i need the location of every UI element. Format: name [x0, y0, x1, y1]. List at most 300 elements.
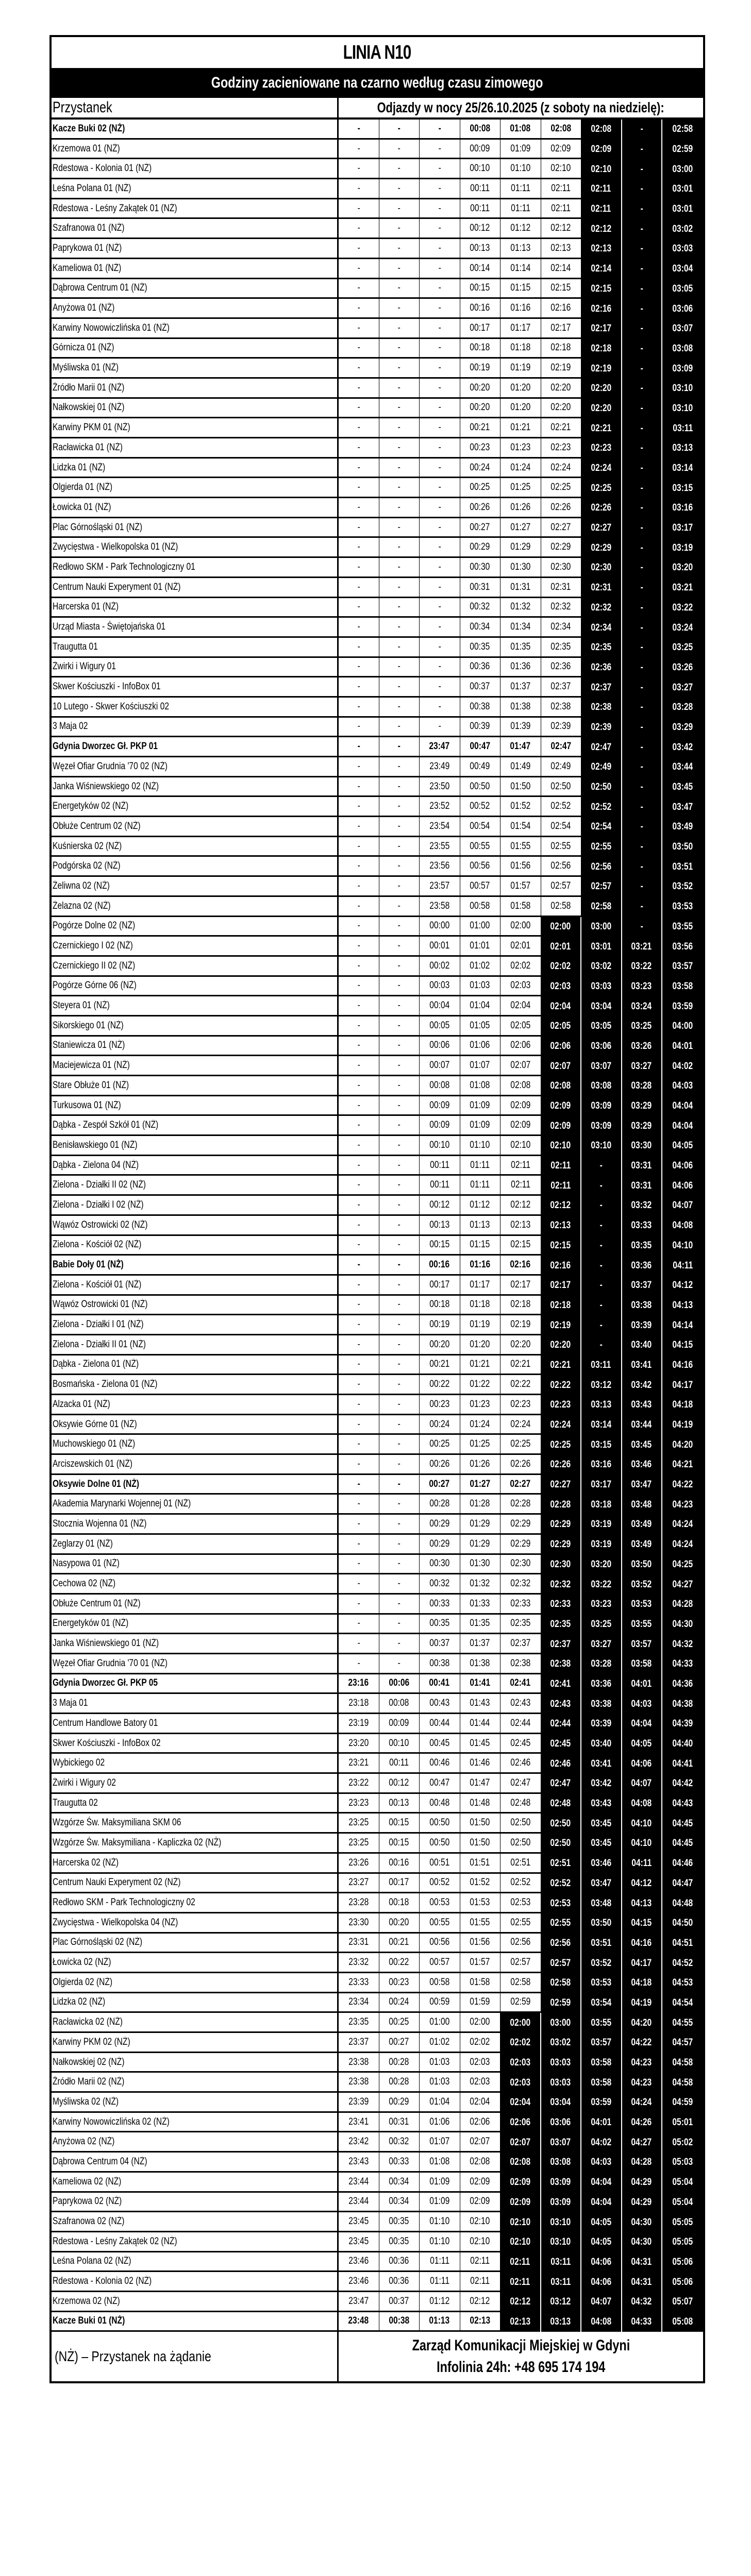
departure-time-cell [662, 1694, 703, 1714]
departure-time-cell [339, 1116, 379, 1134]
departure-time: - [357, 123, 360, 134]
departure-time-cell [622, 598, 663, 618]
departure-time-cell [379, 1794, 420, 1812]
departure-time-cell [541, 159, 582, 178]
departure-time: 02:16 [550, 302, 571, 314]
departure-time: 03:49 [631, 1539, 652, 1550]
departure-time-cell [460, 179, 501, 198]
departure-time: - [357, 1120, 360, 1131]
departure-time: 00:43 [429, 1698, 450, 1709]
stop-name-text: Maciejewicza 01 (NŻ) [53, 1060, 130, 1071]
departure-time: - [640, 283, 643, 294]
departure-time-cell [420, 698, 460, 716]
departure-time: 01:33 [470, 1598, 490, 1609]
departure-time-cell [662, 1236, 703, 1256]
departure-time: 04:40 [672, 1738, 693, 1750]
timetable-row [52, 1455, 703, 1475]
departure-time-cell [379, 877, 420, 895]
departure-time-cell [420, 1515, 460, 1533]
departure-time-cell [460, 1116, 501, 1134]
departure-time: 02:04 [470, 2096, 490, 2107]
stop-name-text: Źródło Marii 02 (NŻ) [53, 2076, 125, 2088]
departure-time: 02:49 [591, 761, 612, 773]
departure-time-cell [339, 2193, 379, 2211]
departure-time: 00:20 [429, 1338, 450, 1350]
departure-time-cell [581, 1654, 622, 1674]
departure-time: 02:09 [470, 2196, 490, 2207]
departure-time: 00:09 [429, 1099, 450, 1111]
departure-time: 23:30 [348, 1917, 369, 1928]
departure-time-cell [541, 1016, 582, 1037]
departure-time-cell [622, 179, 663, 199]
departure-time-cell [541, 199, 582, 218]
departure-time-cell [460, 1595, 501, 1613]
departure-time-cell [581, 1953, 622, 1973]
departure-time: 02:08 [510, 2157, 531, 2168]
departure-time: 00:17 [389, 1877, 409, 1888]
departure-time-cell [460, 2113, 501, 2131]
departure-time-cell [500, 1794, 541, 1812]
timetable-row [52, 140, 703, 160]
stop-name [52, 1176, 339, 1194]
departure-time: 02:11 [591, 204, 611, 215]
departure-time-cell [500, 1973, 541, 1992]
departure-time: 02:23 [591, 443, 612, 454]
departure-time: - [357, 920, 360, 931]
departure-time-cell [622, 1495, 663, 1515]
departure-time: 02:03 [510, 980, 531, 991]
departure-time: 02:44 [550, 1718, 571, 1730]
timetable-row [52, 638, 703, 658]
departure-time: 01:38 [470, 1657, 490, 1669]
timetable-row [52, 1495, 703, 1515]
departure-time: 04:45 [672, 1838, 693, 1849]
departure-time-cell [339, 1415, 379, 1434]
departure-time-cell [420, 1615, 460, 1633]
departure-time: 00:20 [470, 402, 490, 413]
timetable-row [52, 1056, 703, 1076]
departure-time: 01:45 [470, 1737, 490, 1749]
stop-name-text: Harcerska 02 (NŻ) [53, 1857, 119, 1868]
timetable-row [52, 1934, 703, 1954]
departure-time: 01:35 [510, 641, 531, 652]
departure-time: 02:22 [510, 1379, 531, 1390]
stop-name-text: Łowicka 01 (NŻ) [53, 501, 111, 513]
departure-time-cell [622, 957, 663, 977]
departure-time-cell [339, 618, 379, 636]
stop-name-text: Żelazna 02 (NŻ) [53, 900, 111, 911]
departure-time-cell [662, 1196, 703, 1216]
departure-time-cell [500, 658, 541, 676]
departure-time-cell [581, 1276, 622, 1296]
departure-time: 03:55 [672, 921, 693, 932]
departure-time: 03:19 [672, 542, 693, 553]
departure-time: 00:24 [389, 1996, 409, 2008]
departure-time-cell [541, 379, 582, 397]
departure-time: 01:20 [510, 402, 531, 413]
departure-time: 05:02 [672, 2137, 693, 2148]
departure-time-cell [460, 837, 501, 856]
departure-time: 04:23 [672, 1499, 693, 1510]
departure-time-cell [379, 1893, 420, 1912]
stop-name-text: Kameliowa 01 (NŻ) [53, 262, 122, 274]
stop-name [52, 2073, 339, 2091]
departure-time-cell [420, 2272, 460, 2291]
departure-time-cell [379, 1016, 420, 1035]
departure-time-cell [622, 2033, 663, 2053]
departure-time: 04:16 [672, 1359, 693, 1370]
departure-time: 02:11 [591, 183, 611, 195]
departure-time: - [357, 621, 360, 633]
departure-time-cell [622, 558, 663, 578]
timetable-row [52, 1794, 703, 1814]
departure-time: 04:32 [631, 2296, 652, 2308]
departure-time: 04:05 [672, 1140, 693, 1151]
departure-time: 02:54 [550, 820, 571, 832]
departure-time: 23:18 [348, 1698, 369, 1709]
departure-time-cell [379, 279, 420, 298]
departure-time: - [397, 760, 400, 772]
stop-name [52, 1236, 339, 1255]
departure-time-cell [460, 1973, 501, 1992]
timetable-row [52, 2113, 703, 2133]
departure-time-cell [460, 1515, 501, 1533]
timetable-row [52, 1574, 703, 1595]
departure-time-cell [581, 299, 622, 319]
timetable-row [52, 2292, 703, 2312]
stop-name [52, 538, 339, 556]
departure-time-cell [500, 2272, 541, 2292]
departure-time: 00:46 [429, 1757, 450, 1769]
departure-time-cell [500, 199, 541, 218]
departure-time: 01:50 [470, 1817, 490, 1828]
departure-time-cell [581, 937, 622, 957]
departure-time: 00:09 [470, 143, 490, 154]
departure-time-cell [420, 598, 460, 617]
departure-time: 01:10 [429, 2216, 450, 2227]
departure-time: 03:00 [591, 921, 612, 932]
departure-time-cell [500, 2292, 541, 2312]
departure-time-cell [379, 2193, 420, 2211]
stop-name [52, 977, 339, 995]
departure-time: 04:57 [672, 2037, 693, 2048]
departure-time: 00:07 [429, 1060, 450, 1071]
departure-time: 01:50 [470, 1837, 490, 1848]
departure-time: - [640, 821, 643, 833]
departure-time-cell [541, 837, 582, 856]
departure-time-cell [339, 359, 379, 377]
departure-time: 02:03 [550, 980, 571, 992]
departure-time: 23:44 [348, 2196, 369, 2207]
departure-time: 23:54 [429, 820, 450, 832]
stop-name-text: Muchowskiego 01 (NŻ) [53, 1438, 136, 1450]
stop-name [52, 1694, 339, 1713]
timetable-row [52, 658, 703, 678]
departure-time: - [438, 661, 441, 672]
timetable-row [52, 339, 703, 359]
departure-time: 01:30 [470, 1558, 490, 1569]
departure-time: - [357, 442, 360, 453]
departure-time: 04:25 [672, 1558, 693, 1570]
departure-time: 01:16 [470, 1259, 491, 1270]
departure-time: 02:34 [591, 622, 612, 633]
departure-time-cell [379, 1435, 420, 1453]
departure-time-cell [339, 2212, 379, 2231]
stop-name-text: Źródło Marii 01 (NŻ) [53, 382, 125, 393]
departure-time: - [397, 402, 400, 413]
departure-time-cell [541, 459, 582, 477]
departure-time: - [599, 1240, 603, 1251]
departure-time: 01:02 [470, 960, 490, 971]
departure-time: 02:02 [550, 961, 571, 972]
departure-time: - [438, 641, 441, 652]
departure-time-cell [420, 897, 460, 916]
departure-time: - [640, 243, 643, 255]
departure-time-cell [581, 120, 622, 140]
departure-time-cell [420, 797, 460, 816]
departure-time-cell [379, 538, 420, 556]
departure-time-cell [460, 438, 501, 457]
departure-time: 03:57 [672, 961, 693, 972]
departure-time-cell [460, 1076, 501, 1095]
departure-time: 02:11 [551, 182, 571, 194]
departure-time-cell [581, 957, 622, 977]
departure-time: 02:58 [550, 1977, 571, 1989]
departure-time-cell [622, 1754, 663, 1774]
departure-time-cell [622, 1834, 663, 1854]
timetable-row [52, 319, 703, 339]
departure-time-cell [541, 677, 582, 696]
departure-time-cell [541, 1276, 582, 1296]
departure-time: 02:06 [550, 1040, 571, 1052]
departure-time: - [640, 702, 643, 713]
departure-time: - [397, 781, 400, 792]
departure-time-cell [500, 917, 541, 936]
departure-time-cell [379, 737, 420, 756]
stop-name [52, 1854, 339, 1872]
departure-time-cell [420, 140, 460, 158]
departure-time: - [357, 1139, 360, 1150]
departure-time: 03:07 [591, 1060, 612, 1072]
departure-time-cell [500, 299, 541, 317]
departure-time: - [438, 621, 441, 633]
departure-time-cell [541, 2153, 582, 2173]
timetable-row [52, 1355, 703, 1376]
departure-time: 04:42 [672, 1778, 693, 1789]
departure-time-cell [500, 957, 541, 975]
departure-time-cell [581, 1834, 622, 1854]
departure-time: 03:52 [672, 881, 693, 892]
departure-time: - [397, 721, 400, 732]
departure-time-cell [581, 1634, 622, 1654]
departure-time: 01:59 [470, 1996, 490, 2008]
departure-time-cell [622, 1993, 663, 2013]
departure-time-cell [420, 159, 460, 178]
timetable-row [52, 698, 703, 718]
stop-name-text: Sikorskiego 01 (NŻ) [53, 1020, 124, 1031]
departure-time-cell [420, 1694, 460, 1713]
departure-time-cell [662, 2173, 703, 2193]
timetable-row [52, 1694, 703, 1714]
timetable-row [52, 677, 703, 698]
departure-time-cell [662, 2312, 703, 2332]
departure-time-cell [500, 1595, 541, 1613]
departure-time-cell [662, 1854, 703, 1874]
departure-time: 01:02 [429, 2036, 450, 2047]
departure-time-cell [500, 1256, 541, 1274]
departure-time-cell [460, 718, 501, 736]
stop-name-text: Nałkowskiej 02 (NŻ) [53, 2056, 125, 2067]
departure-time: 02:19 [550, 362, 571, 374]
departure-time-cell [339, 1654, 379, 1673]
departure-time: 00:24 [429, 1418, 450, 1430]
departure-time: 02:58 [550, 900, 571, 911]
departure-time: - [640, 163, 643, 175]
departure-time: - [640, 622, 643, 633]
departure-time: 03:16 [672, 502, 693, 514]
departure-time: 02:16 [550, 1260, 571, 1271]
departure-time: 03:04 [672, 263, 693, 275]
departure-time-cell [541, 1056, 582, 1076]
departure-time: 01:09 [510, 143, 531, 154]
departure-time: - [357, 840, 360, 852]
departure-time-cell [541, 1993, 582, 2013]
departure-time-cell [622, 418, 663, 438]
departure-time: 02:36 [550, 661, 571, 672]
departure-time-cell [581, 1874, 622, 1894]
departure-time-cell [339, 1874, 379, 1892]
stop-name-text: Krzemowa 02 (NŻ) [53, 2295, 120, 2307]
departure-time: - [640, 642, 643, 653]
departure-time-cell [541, 1196, 582, 1216]
departure-time-cell [662, 2113, 703, 2133]
departure-time: 02:18 [591, 343, 612, 354]
departure-time: 01:46 [470, 1757, 490, 1769]
departure-time-cell [420, 219, 460, 238]
departure-time-cell [541, 1136, 582, 1156]
departure-time-cell [622, 2053, 663, 2073]
departure-time: 04:19 [631, 1997, 652, 2008]
departure-time: 02:15 [591, 283, 612, 294]
departure-time-cell [662, 817, 703, 837]
departure-time-cell [662, 1415, 703, 1435]
departure-time-cell [500, 1475, 541, 1494]
timetable-row [52, 598, 703, 618]
departure-time-cell [460, 1056, 501, 1075]
departure-time: 04:24 [672, 1539, 693, 1550]
departure-time: 03:25 [672, 642, 693, 653]
departure-time: 00:28 [429, 1498, 450, 1510]
departure-time-cell [622, 1276, 663, 1296]
departure-time: - [438, 223, 441, 234]
departure-time-cell [460, 1734, 501, 1753]
timetable-row [52, 2073, 703, 2093]
departure-time-cell [500, 1176, 541, 1194]
departure-time-cell [662, 259, 703, 279]
departure-time: - [397, 1020, 400, 1031]
departure-time-cell [420, 1595, 460, 1613]
departure-time-cell [541, 1714, 582, 1734]
stop-name-text: Kacze Buki 02 (NŻ) [53, 123, 125, 134]
stop-name [52, 1315, 339, 1334]
request-stop-legend [52, 2332, 339, 2381]
timetable-row [52, 1196, 703, 1216]
departure-time-cell [500, 1874, 541, 1892]
stop-name-text: Janka Wiśniewskiego 01 (NŻ) [53, 1638, 159, 1649]
departure-time: 03:43 [631, 1399, 652, 1411]
departure-time: 01:23 [470, 1398, 490, 1410]
departure-time-cell [581, 2312, 622, 2332]
departure-time-cell [622, 2312, 663, 2332]
departure-time-cell [460, 1335, 501, 1354]
departure-time-cell [420, 1495, 460, 1513]
departure-time-cell [500, 339, 541, 358]
departure-time-cell [379, 1296, 420, 1314]
departure-time-cell [460, 1395, 501, 1414]
departure-time: - [357, 1498, 360, 1510]
departure-time-cell [581, 1156, 622, 1176]
departure-time: 03:45 [631, 1439, 652, 1450]
departure-time: 03:13 [591, 1399, 612, 1411]
departure-time-cell [541, 2272, 582, 2292]
departure-time-cell [662, 718, 703, 738]
departure-time-cell [339, 2252, 379, 2271]
departure-time-cell [662, 1116, 703, 1136]
departure-time: - [357, 1259, 360, 1270]
departure-time-cell [460, 1714, 501, 1733]
departure-time: - [357, 641, 360, 652]
departure-time-cell [541, 1774, 582, 1794]
departure-time: - [357, 581, 360, 592]
departure-time-cell [379, 677, 420, 696]
departure-time: 02:51 [550, 1858, 571, 1869]
departure-time: 03:51 [591, 1937, 612, 1948]
departure-time-cell [420, 2212, 460, 2231]
departure-time-cell [379, 2013, 420, 2031]
departure-time: 00:55 [429, 1917, 450, 1928]
departure-time: 02:58 [591, 901, 612, 912]
stop-name-text: Paprykowa 02 (NŻ) [53, 2196, 122, 2207]
departure-time-cell [622, 120, 663, 140]
departure-time: - [357, 1398, 360, 1410]
timetable-row [52, 2013, 703, 2033]
departure-time: 02:10 [510, 2236, 531, 2248]
departure-time-cell [581, 1315, 622, 1335]
timetable-row [52, 837, 703, 857]
departure-time-cell [581, 478, 622, 498]
departure-time-cell [420, 2073, 460, 2091]
departure-time: 02:10 [550, 1140, 571, 1151]
departure-time-cell [662, 1814, 703, 1834]
departure-time-cell [339, 1794, 379, 1812]
departure-time-cell [420, 1056, 460, 1075]
departure-time-cell [622, 1315, 663, 1335]
departure-time-cell [541, 2173, 582, 2193]
departure-time: 23:27 [348, 1877, 369, 1888]
departure-time: - [397, 422, 400, 433]
timetable-row [52, 1555, 703, 1575]
departure-time-cell [379, 1216, 420, 1234]
departure-time: - [599, 1299, 603, 1311]
departure-time-cell [460, 877, 501, 895]
departure-time-cell [622, 459, 663, 479]
departure-time-cell [460, 677, 501, 696]
departure-time: 03:06 [591, 1040, 612, 1052]
timetable-row [52, 459, 703, 479]
departure-time-cell [622, 1335, 663, 1355]
departure-time: 02:35 [510, 1618, 531, 1629]
departure-time: 00:35 [470, 641, 490, 652]
